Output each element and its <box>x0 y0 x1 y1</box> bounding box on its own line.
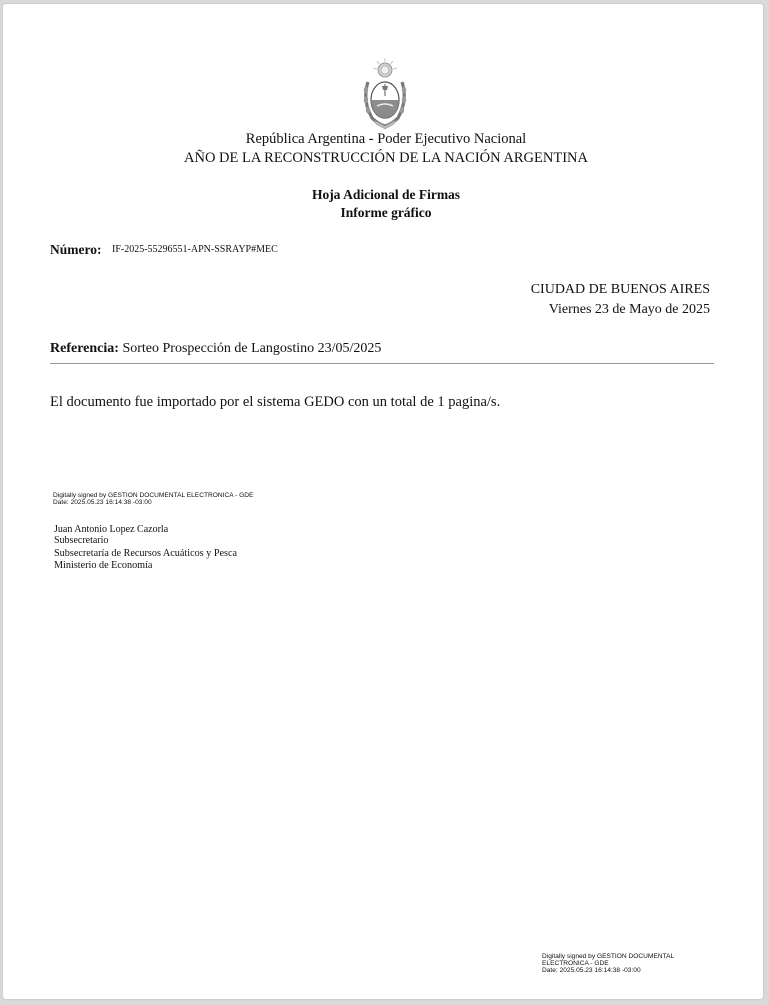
header-line-2: AÑO DE LA RECONSTRUCCIÓN DE LA NACIÓN ARGENTINA <box>184 150 588 166</box>
signature-stamp-line-2: Date: 2025.05.23 16:14:38 -03:00 <box>53 499 152 507</box>
ministry-text: Ministerio de Economía <box>54 559 153 571</box>
numero-value: IF-2025-55296551-APN-SSRAYP#MEC <box>112 244 278 255</box>
city-text: CIUDAD DE BUENOS AIRES <box>530 282 710 297</box>
footer-stamp-line-3: Date: 2025.05.23 16:14:38 -03:00 <box>542 967 641 975</box>
signer-title: Subsecretario <box>54 535 109 546</box>
referencia-line <box>50 341 381 357</box>
date-text: Viernes 23 de Mayo de 2025 <box>548 302 710 317</box>
document-title: Hoja Adicional de Firmas <box>311 187 461 202</box>
footer-stamp-line-2: ELECTRONICA - GDE <box>542 960 609 968</box>
footer-stamp-line-1: Digitally signed by GESTION DOCUMENTAL <box>542 953 675 960</box>
body-text: El documento fue importado por el sistema GEDO con un total de 1 pagina/s. <box>50 394 501 410</box>
coat-of-arms-icon <box>358 56 412 130</box>
signature-stamp-line-1: Digitally signed by GESTION DOCUMENTAL ELECTRONICA - GDE <box>53 492 254 499</box>
document-subtitle: Informe gráfico <box>340 205 432 220</box>
footer-signature-stamp <box>542 953 702 975</box>
digital-signature-stamp <box>53 492 253 506</box>
referencia-value: Sorteo Prospección de Langostino 23/05/2025 <box>122 341 382 356</box>
office-text: Subsecretaría de Recursos Acuáticos y Pesca <box>54 548 238 559</box>
numero-label: Número: <box>50 242 102 257</box>
document-page <box>3 4 763 999</box>
header-line-1: República Argentina - Poder Ejecutivo Nacional <box>245 131 527 147</box>
divider <box>50 363 714 364</box>
referencia-label: Referencia: <box>50 341 119 356</box>
signer-office <box>54 548 237 571</box>
signer-name: Juan Antonio Lopez Cazorla <box>54 524 169 535</box>
